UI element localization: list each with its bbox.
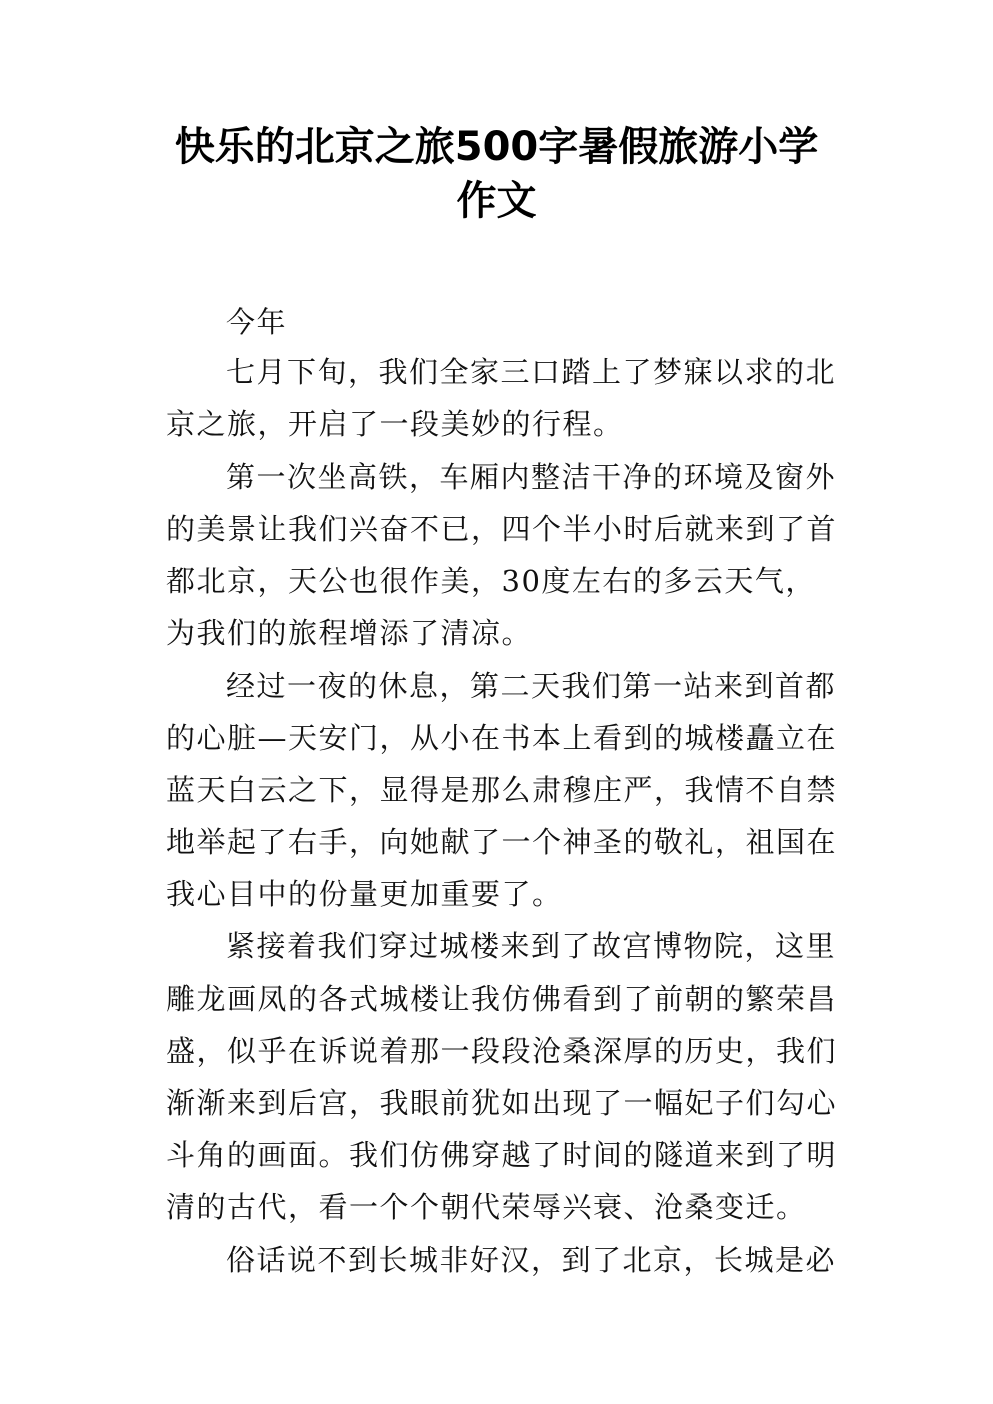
paragraph-4-line-2: 的心脏—天安门，从小在书本上看到的城楼矗立在 (166, 721, 838, 755)
paragraph-5-line-3: 盛，似乎在诉说着那一段段沧桑深厚的历史，我们 (166, 1034, 838, 1068)
paragraph-2-line-1: 七月下旬，我们全家三口踏上了梦寐以求的北 (226, 355, 837, 389)
paragraph-3-line-2: 的美景让我们兴奋不已，四个半小时后就来到了首 (166, 512, 838, 546)
paragraph-1-line-1: 今年 (226, 305, 288, 339)
paragraph-5-line-6: 清的古代，看一个个朝代荣辱兴衰、沧桑变迁。 (166, 1190, 807, 1224)
paragraph-2-line-2: 京之旅，开启了一段美妙的行程。 (166, 407, 624, 441)
paragraph-4-line-5: 我心目中的份量更加重要了。 (166, 877, 563, 911)
page-title (0, 120, 993, 228)
paragraph-3-line-4: 为我们的旅程增添了清凉。 (166, 616, 533, 650)
paragraph-4-line-1: 经过一夜的休息，第二天我们第一站来到首都 (226, 669, 837, 703)
paragraph-5-line-2: 雕龙画凤的各式城楼让我仿佛看到了前朝的繁荣昌 (166, 982, 838, 1016)
title-line-2: 作文 (456, 178, 537, 224)
paragraph-3-line-1: 第一次坐高铁，车厢内整洁干净的环境及窗外 (226, 460, 837, 494)
paragraph-4-line-3: 蓝天白云之下，显得是那么肃穆庄严，我情不自禁 (166, 773, 838, 807)
paragraph-6-line-1: 俗话说不到长城非好汉，到了北京，长城是必 (226, 1243, 837, 1277)
paragraph-5-line-4: 渐渐来到后宫，我眼前犹如出现了一幅妃子们勾心 (166, 1086, 838, 1120)
paragraph-5-line-5: 斗角的画面。我们仿佛穿越了时间的隧道来到了明 (166, 1138, 838, 1172)
paragraph-3-line-3: 都北京，天公也很作美，30度左右的多云天气， (166, 564, 816, 598)
paragraph-5-line-1: 紧接着我们穿过城楼来到了故宫博物院，这里 (226, 929, 837, 963)
title-line-1: 快乐的北京之旅500字暑假旅游小学 (174, 124, 819, 170)
paragraph-4-line-4: 地举起了右手，向她献了一个神圣的敬礼，祖国在 (166, 825, 838, 859)
